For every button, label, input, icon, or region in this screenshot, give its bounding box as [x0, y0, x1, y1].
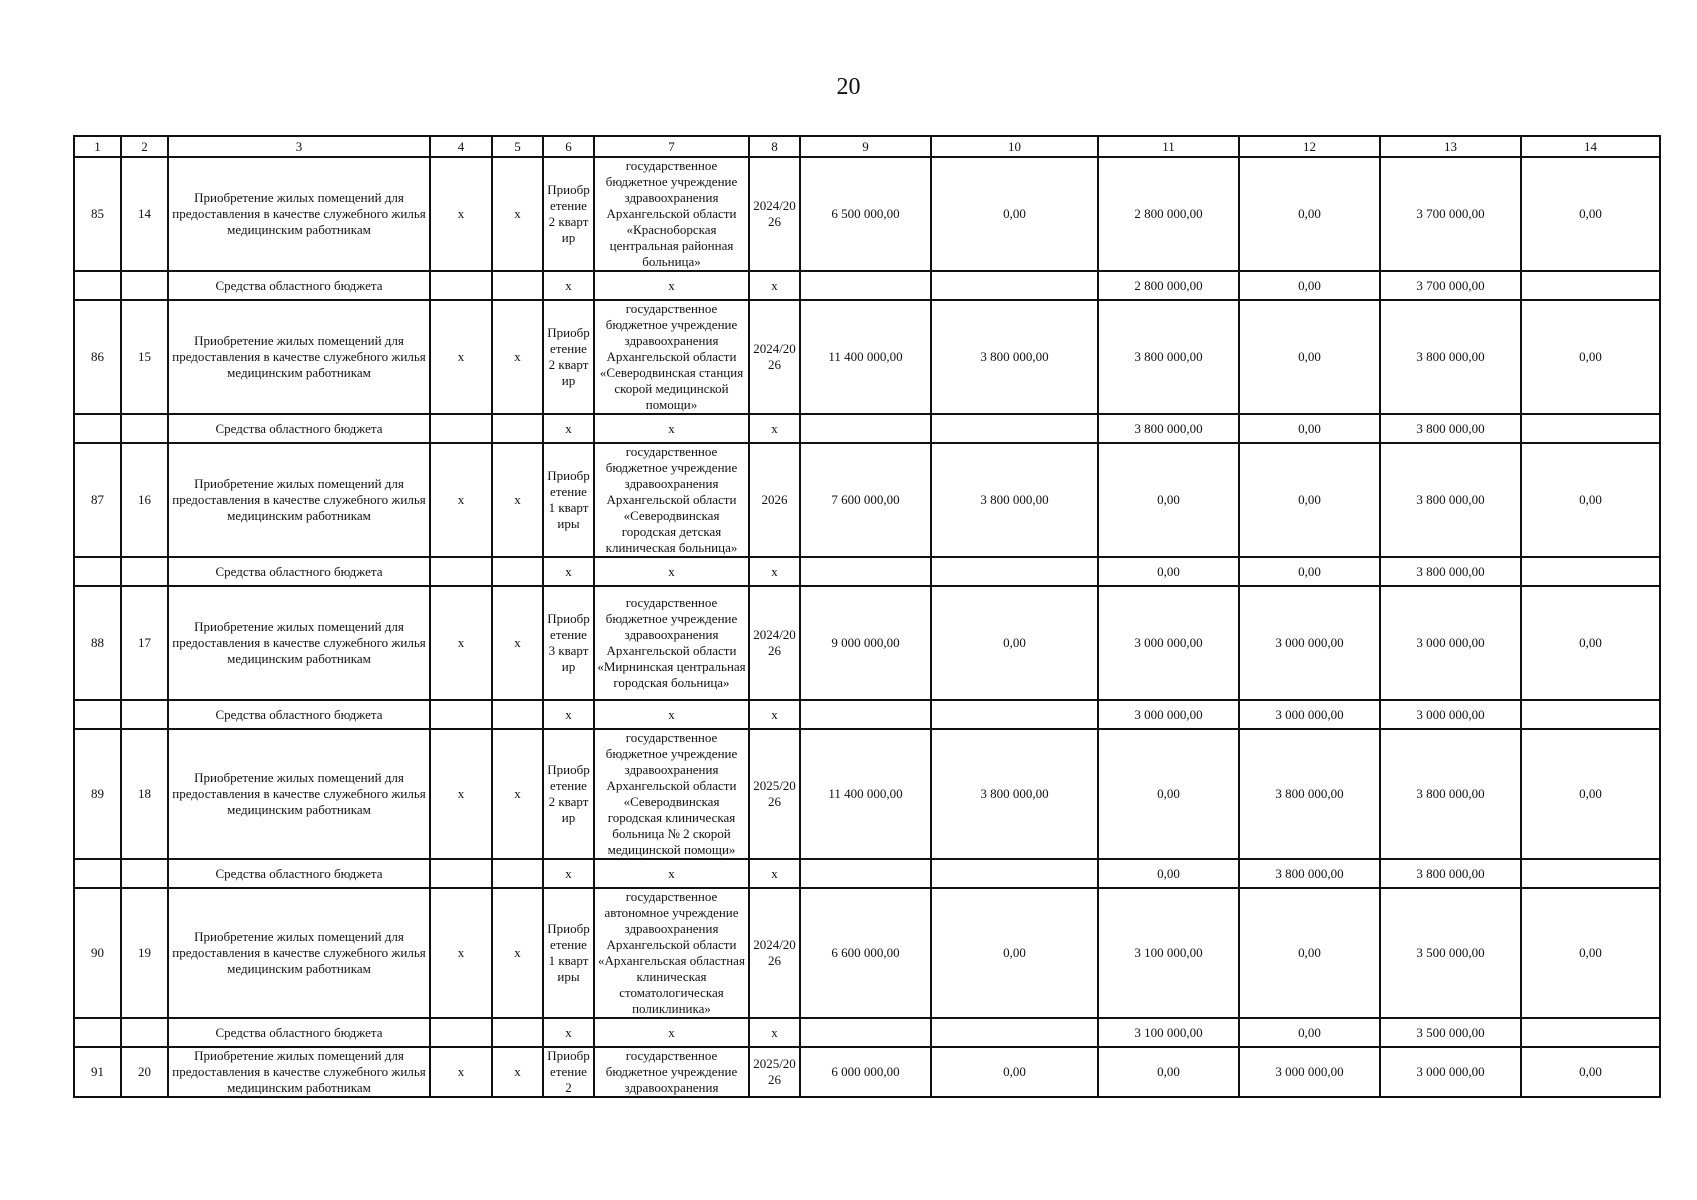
- empty-cell: [74, 859, 121, 888]
- amount-col-10: 0,00: [931, 586, 1098, 700]
- acquisition-scope: Приобретение 2 квартир: [543, 157, 594, 271]
- implementation-years: 2024/2026: [749, 157, 800, 271]
- empty-cell: [492, 271, 543, 300]
- measure-name: Приобретение жилых помещений для предоставления в качестве служебного жилья медицинским работникам: [168, 1047, 430, 1097]
- amount-col-12: 3 800 000,00: [1239, 729, 1380, 859]
- sub-cell-col-7: x: [594, 271, 749, 300]
- column-number-row: [74, 136, 1660, 157]
- organization-name: государственное бюджетное учреждение здравоохранения Архангельской области «Красноборская центральная районная больница»: [594, 157, 749, 271]
- acquisition-scope: Приобретение 2: [543, 1047, 594, 1097]
- column-header: 7: [594, 136, 749, 157]
- sub-amount-col-13: 3 800 000,00: [1380, 557, 1521, 586]
- empty-cell: [430, 859, 492, 888]
- column-header: 11: [1098, 136, 1239, 157]
- cell-col-5: x: [492, 443, 543, 557]
- column-header: 14: [1521, 136, 1660, 157]
- amount-col-12: 0,00: [1239, 888, 1380, 1018]
- sub-cell-col-8: x: [749, 557, 800, 586]
- amount-col-10: 3 800 000,00: [931, 729, 1098, 859]
- amount-col-13: 3 500 000,00: [1380, 888, 1521, 1018]
- sub-amount-col-13: 3 700 000,00: [1380, 271, 1521, 300]
- amount-col-11: 3 100 000,00: [1098, 888, 1239, 1018]
- amount-col-14: 0,00: [1521, 586, 1660, 700]
- acquisition-scope: Приобретение 2 квартир: [543, 729, 594, 859]
- table-row: [74, 157, 1660, 271]
- funding-source-label: Средства областного бюджета: [168, 859, 430, 888]
- sub-cell-col-7: x: [594, 1018, 749, 1047]
- item-number: 20: [121, 1047, 168, 1097]
- regional-budget-row: [74, 271, 1660, 300]
- cell-col-4: x: [430, 888, 492, 1018]
- amount-col-14: 0,00: [1521, 300, 1660, 414]
- empty-cell: [931, 557, 1098, 586]
- row-number: 86: [74, 300, 121, 414]
- sub-cell-col-7: x: [594, 557, 749, 586]
- empty-cell: [430, 271, 492, 300]
- organization-name: государственное бюджетное учреждение здравоохранения Архангельской области «Северодвинская городская детская клиническая больница»: [594, 443, 749, 557]
- empty-cell: [74, 557, 121, 586]
- sub-cell-col-6: x: [543, 1018, 594, 1047]
- cell-col-5: x: [492, 888, 543, 1018]
- amount-col-13: 3 800 000,00: [1380, 443, 1521, 557]
- item-number: 17: [121, 586, 168, 700]
- empty-cell: [492, 1018, 543, 1047]
- amount-col-12: 0,00: [1239, 443, 1380, 557]
- amount-col-10: 3 800 000,00: [931, 300, 1098, 414]
- sub-cell-col-7: x: [594, 414, 749, 443]
- empty-cell: [492, 859, 543, 888]
- item-number: 15: [121, 300, 168, 414]
- sub-amount-col-13: 3 000 000,00: [1380, 700, 1521, 729]
- amount-col-13: 3 800 000,00: [1380, 300, 1521, 414]
- empty-cell: [430, 414, 492, 443]
- empty-cell: [430, 1018, 492, 1047]
- total-amount: 6 600 000,00: [800, 888, 931, 1018]
- amount-col-13: 3 700 000,00: [1380, 157, 1521, 271]
- amount-col-12: 3 000 000,00: [1239, 586, 1380, 700]
- empty-cell: [74, 271, 121, 300]
- empty-cell: [1521, 700, 1660, 729]
- empty-cell: [931, 859, 1098, 888]
- empty-cell: [74, 1018, 121, 1047]
- funding-source-label: Средства областного бюджета: [168, 557, 430, 586]
- sub-amount-col-11: 3 100 000,00: [1098, 1018, 1239, 1047]
- sub-amount-col-11: 3 000 000,00: [1098, 700, 1239, 729]
- cell-col-4: x: [430, 586, 492, 700]
- sub-amount-col-12: 3 000 000,00: [1239, 700, 1380, 729]
- amount-col-11: 0,00: [1098, 443, 1239, 557]
- amount-col-11: 3 000 000,00: [1098, 586, 1239, 700]
- row-number: 87: [74, 443, 121, 557]
- sub-cell-col-6: x: [543, 414, 594, 443]
- total-amount: 6 500 000,00: [800, 157, 931, 271]
- empty-cell: [74, 700, 121, 729]
- table-row: [74, 586, 1660, 700]
- implementation-years: 2024/2026: [749, 888, 800, 1018]
- column-header: 8: [749, 136, 800, 157]
- page-number: 20: [836, 74, 861, 100]
- amount-col-11: 2 800 000,00: [1098, 157, 1239, 271]
- table-row: [74, 729, 1660, 859]
- amount-col-12: 0,00: [1239, 300, 1380, 414]
- regional-budget-row: [74, 557, 1660, 586]
- organization-name: государственное бюджетное учреждение здравоохранения: [594, 1047, 749, 1097]
- item-number: 16: [121, 443, 168, 557]
- sub-amount-col-13: 3 500 000,00: [1380, 1018, 1521, 1047]
- empty-cell: [121, 859, 168, 888]
- acquisition-scope: Приобретение 1 квартиры: [543, 443, 594, 557]
- empty-cell: [800, 859, 931, 888]
- sub-amount-col-12: 0,00: [1239, 1018, 1380, 1047]
- amount-col-14: 0,00: [1521, 443, 1660, 557]
- amount-col-14: 0,00: [1521, 888, 1660, 1018]
- sub-cell-col-8: x: [749, 859, 800, 888]
- sub-cell-col-6: x: [543, 557, 594, 586]
- empty-cell: [800, 557, 931, 586]
- acquisition-scope: Приобретение 2 квартир: [543, 300, 594, 414]
- empty-cell: [74, 414, 121, 443]
- sub-amount-col-12: 0,00: [1239, 557, 1380, 586]
- total-amount: 9 000 000,00: [800, 586, 931, 700]
- amount-col-13: 3 000 000,00: [1380, 586, 1521, 700]
- amount-col-11: 3 800 000,00: [1098, 300, 1239, 414]
- cell-col-4: x: [430, 300, 492, 414]
- regional-budget-row: [74, 414, 1660, 443]
- item-number: 19: [121, 888, 168, 1018]
- budget-table: [73, 135, 1661, 1098]
- regional-budget-row: [74, 859, 1660, 888]
- funding-source-label: Средства областного бюджета: [168, 414, 430, 443]
- amount-col-13: 3 000 000,00: [1380, 1047, 1521, 1097]
- column-header: 2: [121, 136, 168, 157]
- amount-col-12: 3 000 000,00: [1239, 1047, 1380, 1097]
- column-header: 12: [1239, 136, 1380, 157]
- acquisition-scope: Приобретение 3 квартир: [543, 586, 594, 700]
- sub-amount-col-11: 0,00: [1098, 557, 1239, 586]
- total-amount: 7 600 000,00: [800, 443, 931, 557]
- amount-col-11: 0,00: [1098, 729, 1239, 859]
- empty-cell: [931, 1018, 1098, 1047]
- implementation-years: 2024/2026: [749, 586, 800, 700]
- empty-cell: [800, 1018, 931, 1047]
- empty-cell: [121, 700, 168, 729]
- column-header: 1: [74, 136, 121, 157]
- sub-amount-col-13: 3 800 000,00: [1380, 859, 1521, 888]
- column-header: 13: [1380, 136, 1521, 157]
- empty-cell: [430, 557, 492, 586]
- implementation-years: 2025/2026: [749, 729, 800, 859]
- sub-cell-col-8: x: [749, 271, 800, 300]
- amount-col-14: 0,00: [1521, 157, 1660, 271]
- column-header: 10: [931, 136, 1098, 157]
- row-number: 85: [74, 157, 121, 271]
- sub-amount-col-11: 3 800 000,00: [1098, 414, 1239, 443]
- organization-name: государственное автономное учреждение здравоохранения Архангельской области «Архангельская областная клиническая стоматологическая поликлиника»: [594, 888, 749, 1018]
- empty-cell: [492, 557, 543, 586]
- amount-col-13: 3 800 000,00: [1380, 729, 1521, 859]
- empty-cell: [800, 414, 931, 443]
- row-number: 90: [74, 888, 121, 1018]
- sub-cell-col-8: x: [749, 414, 800, 443]
- measure-name: Приобретение жилых помещений для предоставления в качестве служебного жилья медицинским работникам: [168, 157, 430, 271]
- regional-budget-row: [74, 700, 1660, 729]
- cell-col-4: x: [430, 443, 492, 557]
- cell-col-5: x: [492, 157, 543, 271]
- table-row: [74, 1047, 1660, 1097]
- amount-col-14: 0,00: [1521, 1047, 1660, 1097]
- sub-amount-col-12: 0,00: [1239, 271, 1380, 300]
- cell-col-4: x: [430, 729, 492, 859]
- measure-name: Приобретение жилых помещений для предоставления в качестве служебного жилья медицинским работникам: [168, 729, 430, 859]
- row-number: 89: [74, 729, 121, 859]
- sub-amount-col-12: 0,00: [1239, 414, 1380, 443]
- sub-amount-col-11: 2 800 000,00: [1098, 271, 1239, 300]
- sub-cell-col-7: x: [594, 859, 749, 888]
- cell-col-4: x: [430, 1047, 492, 1097]
- measure-name: Приобретение жилых помещений для предоставления в качестве служебного жилья медицинским работникам: [168, 300, 430, 414]
- total-amount: 11 400 000,00: [800, 300, 931, 414]
- sub-cell-col-6: x: [543, 271, 594, 300]
- total-amount: 11 400 000,00: [800, 729, 931, 859]
- cell-col-4: x: [430, 157, 492, 271]
- amount-col-10: 0,00: [931, 157, 1098, 271]
- row-number: 88: [74, 586, 121, 700]
- empty-cell: [121, 271, 168, 300]
- item-number: 14: [121, 157, 168, 271]
- table-row: [74, 300, 1660, 414]
- table-row: [74, 888, 1660, 1018]
- sub-amount-col-13: 3 800 000,00: [1380, 414, 1521, 443]
- empty-cell: [800, 700, 931, 729]
- column-header: 6: [543, 136, 594, 157]
- implementation-years: 2024/2026: [749, 300, 800, 414]
- row-number: 91: [74, 1047, 121, 1097]
- amount-col-10: 3 800 000,00: [931, 443, 1098, 557]
- column-header: 3: [168, 136, 430, 157]
- sub-cell-col-7: x: [594, 700, 749, 729]
- empty-cell: [1521, 557, 1660, 586]
- amount-col-10: 0,00: [931, 1047, 1098, 1097]
- sub-amount-col-12: 3 800 000,00: [1239, 859, 1380, 888]
- empty-cell: [1521, 414, 1660, 443]
- funding-source-label: Средства областного бюджета: [168, 1018, 430, 1047]
- column-header: 5: [492, 136, 543, 157]
- empty-cell: [492, 414, 543, 443]
- empty-cell: [1521, 1018, 1660, 1047]
- column-header: 9: [800, 136, 931, 157]
- empty-cell: [800, 271, 931, 300]
- empty-cell: [931, 414, 1098, 443]
- sub-cell-col-8: x: [749, 700, 800, 729]
- acquisition-scope: Приобретение 1 квартиры: [543, 888, 594, 1018]
- measure-name: Приобретение жилых помещений для предоставления в качестве служебного жилья медицинским работникам: [168, 586, 430, 700]
- empty-cell: [1521, 271, 1660, 300]
- amount-col-10: 0,00: [931, 888, 1098, 1018]
- funding-source-label: Средства областного бюджета: [168, 271, 430, 300]
- measure-name: Приобретение жилых помещений для предоставления в качестве служебного жилья медицинским работникам: [168, 888, 430, 1018]
- funding-source-label: Средства областного бюджета: [168, 700, 430, 729]
- total-amount: 6 000 000,00: [800, 1047, 931, 1097]
- amount-col-12: 0,00: [1239, 157, 1380, 271]
- column-header: 4: [430, 136, 492, 157]
- table-row: [74, 443, 1660, 557]
- item-number: 18: [121, 729, 168, 859]
- amount-col-11: 0,00: [1098, 1047, 1239, 1097]
- sub-cell-col-6: x: [543, 700, 594, 729]
- cell-col-5: x: [492, 729, 543, 859]
- organization-name: государственное бюджетное учреждение здравоохранения Архангельской области «Северодвинская городская клиническая больница № 2 скорой медицинской помощи»: [594, 729, 749, 859]
- sub-amount-col-11: 0,00: [1098, 859, 1239, 888]
- sub-cell-col-8: x: [749, 1018, 800, 1047]
- organization-name: государственное бюджетное учреждение здравоохранения Архангельской области «Северодвинская станция скорой медицинской помощи»: [594, 300, 749, 414]
- empty-cell: [121, 1018, 168, 1047]
- cell-col-5: x: [492, 1047, 543, 1097]
- empty-cell: [430, 700, 492, 729]
- empty-cell: [121, 557, 168, 586]
- regional-budget-row: [74, 1018, 1660, 1047]
- empty-cell: [1521, 859, 1660, 888]
- implementation-years: 2026: [749, 443, 800, 557]
- measure-name: Приобретение жилых помещений для предоставления в качестве служебного жилья медицинским работникам: [168, 443, 430, 557]
- empty-cell: [492, 700, 543, 729]
- empty-cell: [931, 271, 1098, 300]
- cell-col-5: x: [492, 300, 543, 414]
- empty-cell: [121, 414, 168, 443]
- empty-cell: [931, 700, 1098, 729]
- organization-name: государственное бюджетное учреждение здравоохранения Архангельской области «Мирнинская центральная городская больница»: [594, 586, 749, 700]
- sub-cell-col-6: x: [543, 859, 594, 888]
- implementation-years: 2025/2026: [749, 1047, 800, 1097]
- cell-col-5: x: [492, 586, 543, 700]
- amount-col-14: 0,00: [1521, 729, 1660, 859]
